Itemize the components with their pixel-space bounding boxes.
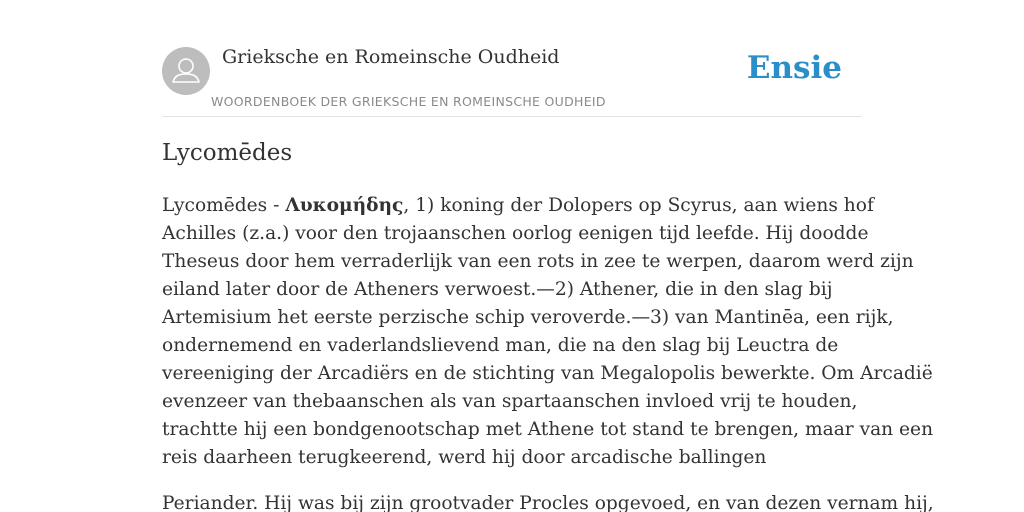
entry-next-paragraph: Periander. Hij was bij zijn grootvader Procles opgevoed, en van dezen vernam hij, xyxy=(162,493,934,512)
entry-lead: Lycomēdes - xyxy=(162,195,286,216)
entry-line: ondernemend en vaderlandslievend man, die na den slag bij Leuctra de xyxy=(162,335,839,356)
entry-title: Lycomēdes xyxy=(162,140,293,166)
entry-line: Artemisium het eerste perzische schip veroverde.—3) van Mantinēa, een rijk, xyxy=(162,307,894,328)
ensie-logo[interactable]: Ensie xyxy=(746,50,842,86)
entry-text xyxy=(162,192,934,472)
entry-line: Theseus door hem verraderlijk van een rots in zee te werpen, daarom werd zijn xyxy=(162,251,914,272)
entry-line: reis daarheen terugkeerend, werd hij door arcadische ballingen xyxy=(162,447,767,468)
entry-line: vereeniging der Arcadiërs en de stichting van Megalopolis bewerkte. Om Arcadië xyxy=(162,363,933,384)
source-title[interactable]: Grieksche en Romeinsche Oudheid xyxy=(222,46,560,68)
header xyxy=(162,0,862,117)
entry-line: evenzeer van thebaanschen als van spartaanschen invloed vrij te houden, xyxy=(162,391,858,412)
page xyxy=(162,0,934,512)
entry-greek-term: Λυκομήδης xyxy=(285,195,404,216)
entry-line1-rest: , 1) koning der Dolopers op Scyrus, aan wiens hof xyxy=(403,195,874,216)
source-subtitle: WOORDENBOEK DER GRIEKSCHE EN ROMEINSCHE OUDHEID xyxy=(211,94,606,109)
user-icon xyxy=(162,47,210,95)
entry-line xyxy=(162,192,874,220)
entry-line: trachtte hij een bondgenootschap met Athene tot stand te brengen, maar van een xyxy=(162,419,934,440)
entry-line: eiland later door de Atheners verwoest.—2) Athener, die in den slag bij xyxy=(162,279,833,300)
entry-line: Achilles (z.a.) voor den trojaanschen oorlog eenigen tijd leefde. Hij doodde xyxy=(162,223,869,244)
source-avatar[interactable] xyxy=(162,47,210,95)
